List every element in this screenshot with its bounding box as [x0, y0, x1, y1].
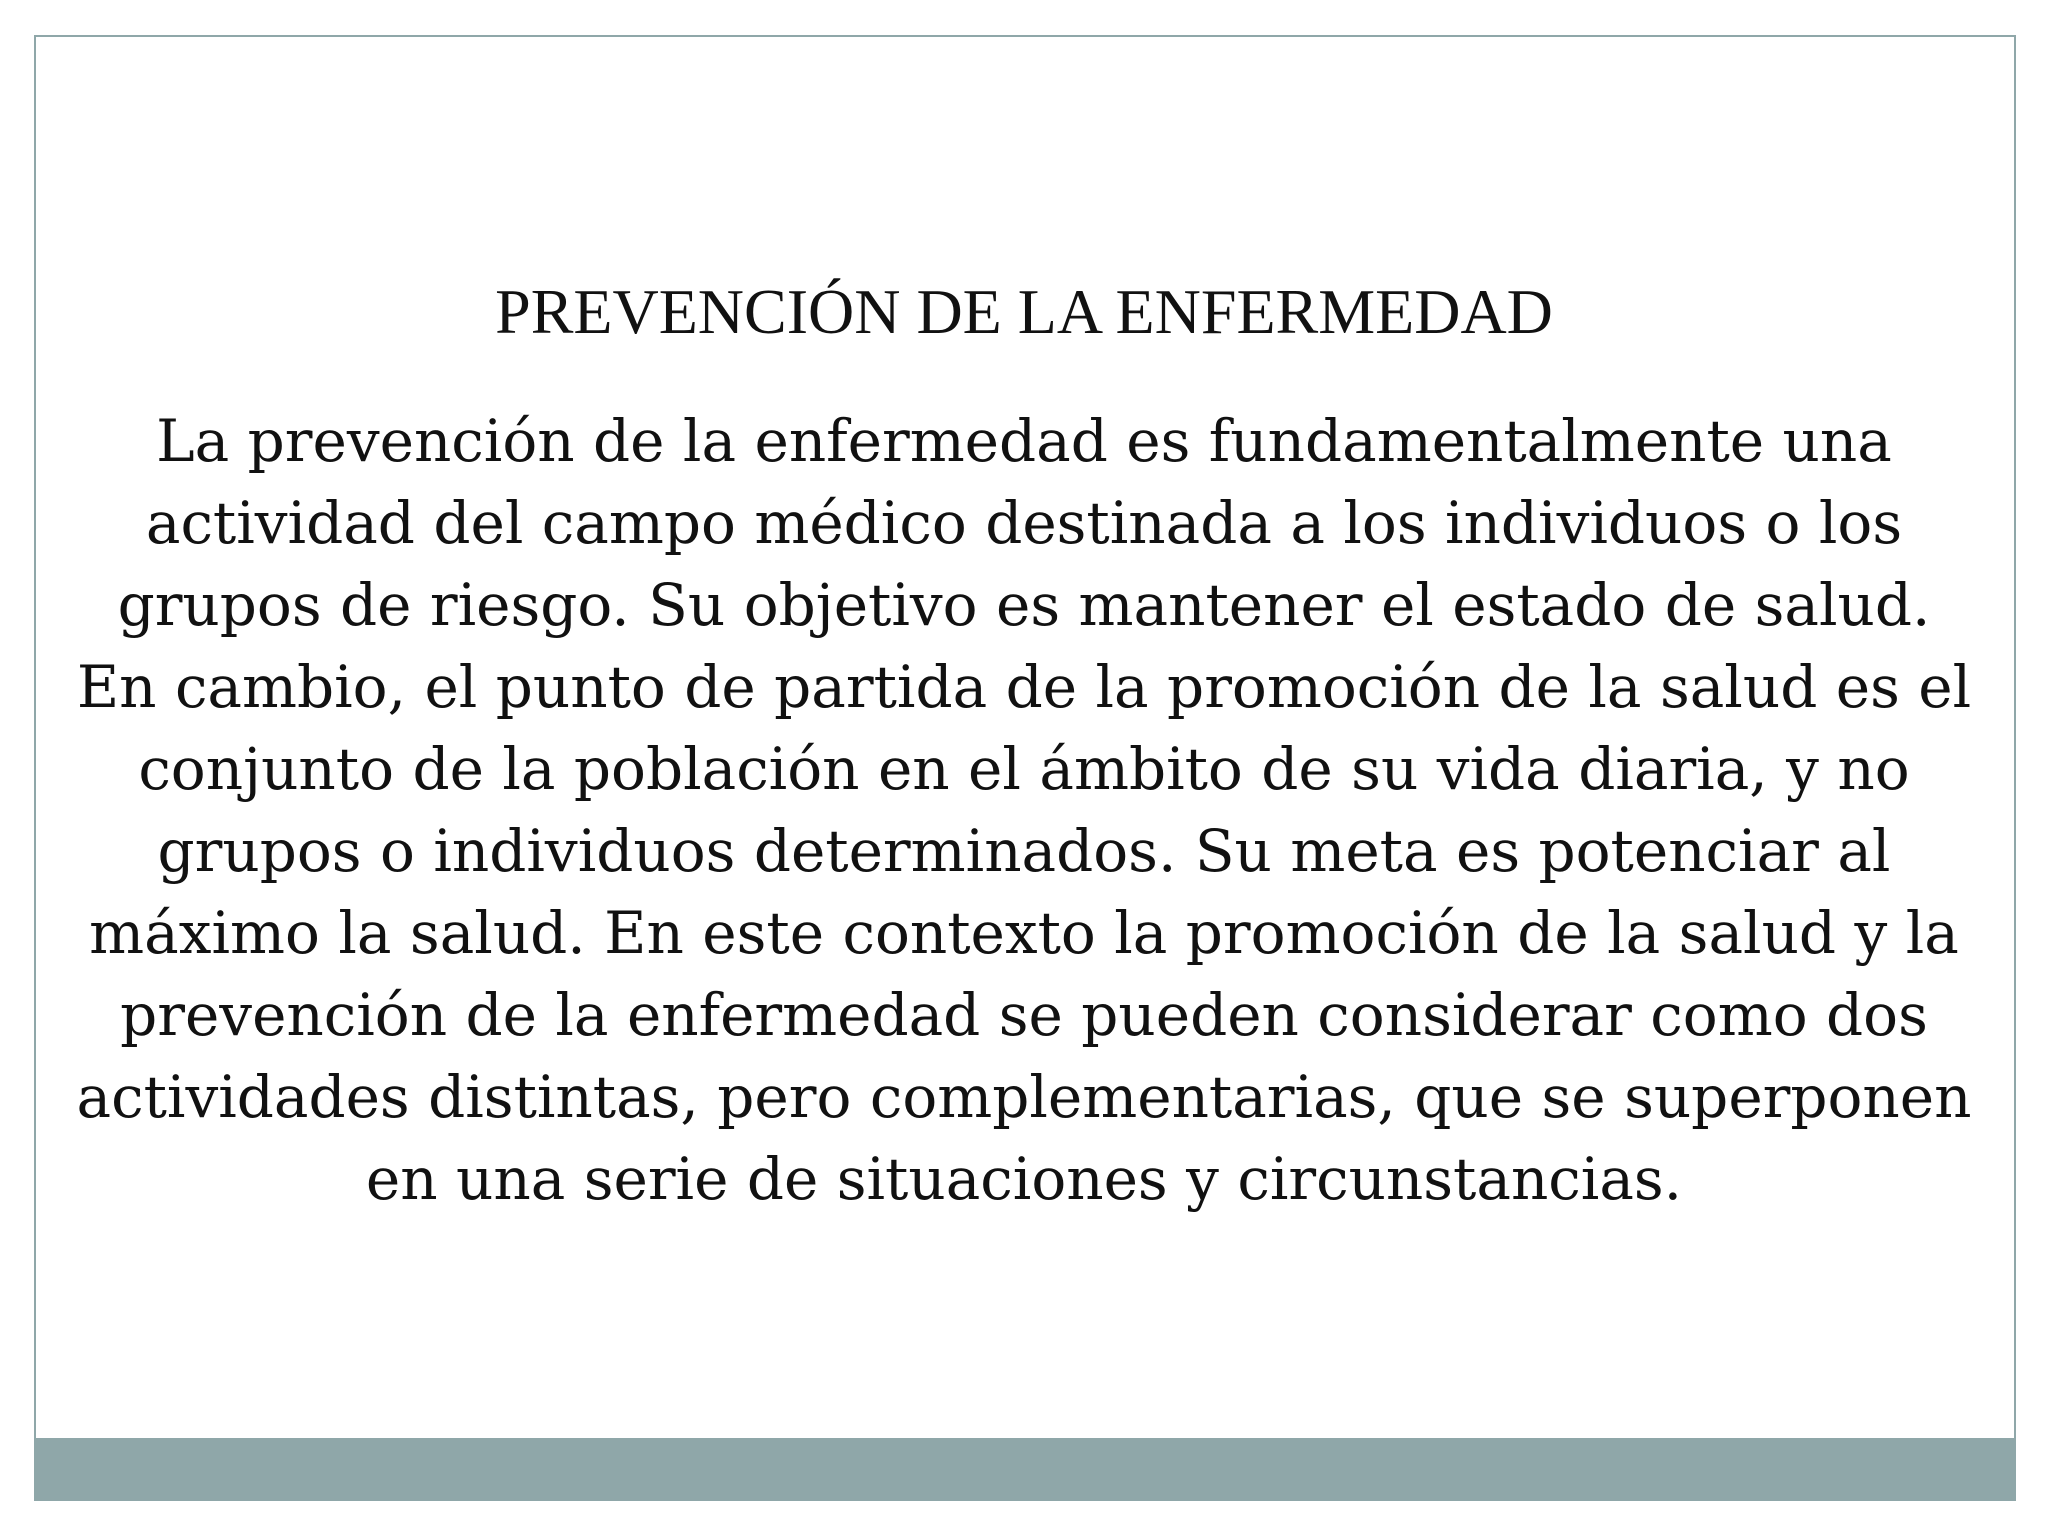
slide-title: PREVENCIÓN DE LA ENFERMEDAD: [495, 276, 1553, 347]
footer-bar: [34, 1438, 2016, 1501]
slide-body-text: La prevención de la enfermedad es fundamentalmente una actividad del campo médico destinada a los individuos o los grupos de riesgo. Su objetivo es mantener el estado de salud. En cambio, el punto de partida de la promoción de la salud es el conjunto de la población en el ámbito de su vida diaria, y no grupos o individuos determinados. Su meta es potenciar al máximo la salud. En este contexto la promoción de la salud y la prevención de la enfermedad se pueden considerar como dos actividades distintas, pero complementarias, que se superponen en una serie de situaciones y circunstancias.: [76, 407, 1972, 1213]
